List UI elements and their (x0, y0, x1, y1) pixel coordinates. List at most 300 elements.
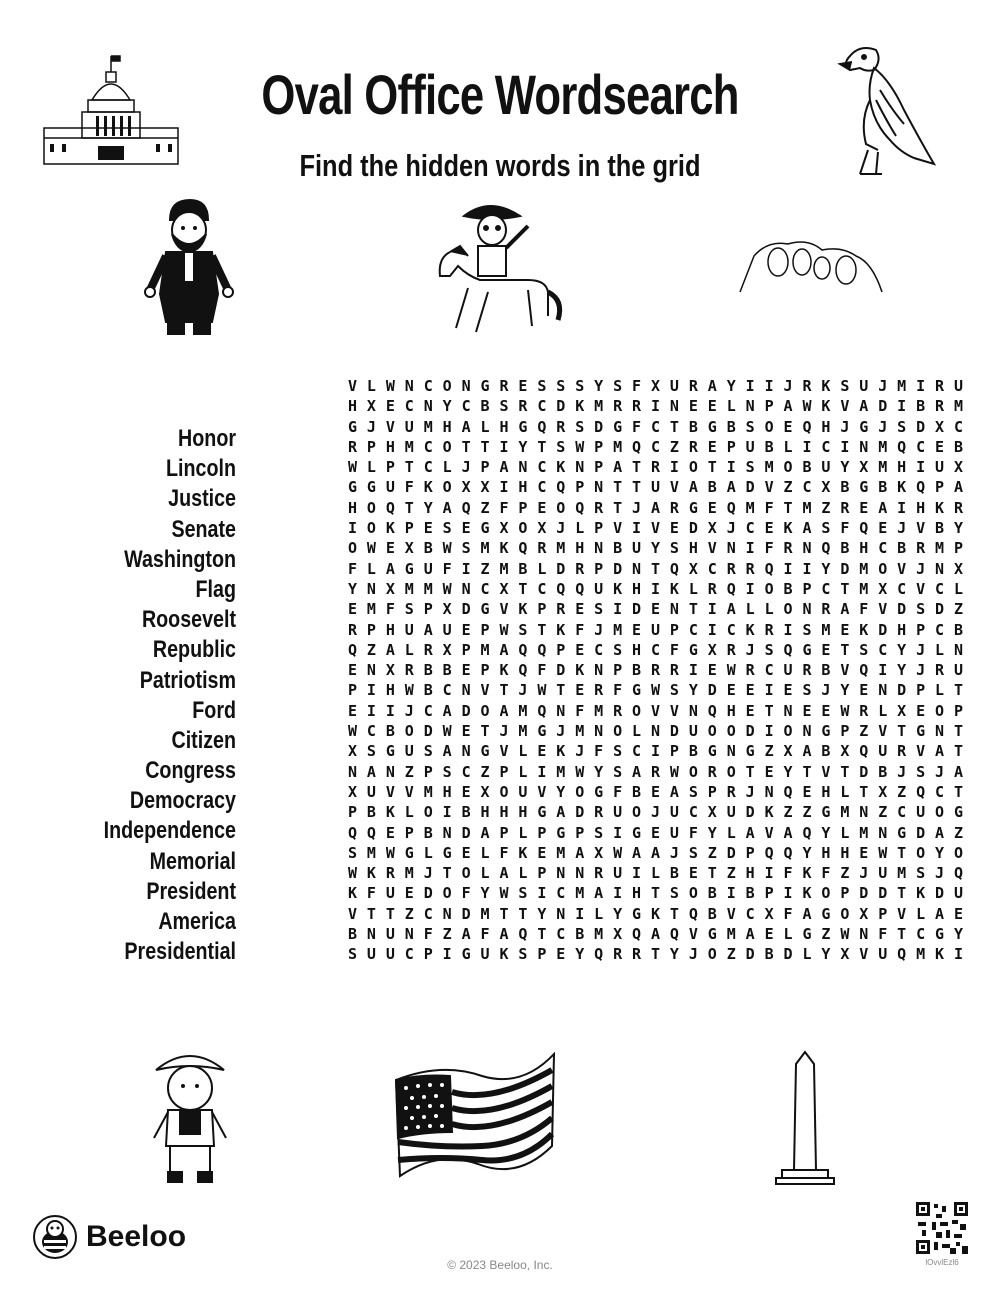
grid-letter: E (916, 701, 926, 720)
word-list-item: Presidential (124, 938, 236, 966)
grid-letter: N (594, 539, 604, 558)
grid-letter: I (764, 864, 774, 883)
grid-letter: T (953, 742, 963, 761)
grid-letter: B (423, 661, 433, 680)
grid-letter: A (385, 640, 395, 659)
grid-letter: E (632, 620, 642, 639)
grid-letter: P (423, 945, 433, 964)
grid-letter: V (499, 742, 509, 761)
grid-letter: N (366, 925, 376, 944)
grid-letter: Q (575, 579, 585, 598)
grid-letter: S (404, 600, 414, 619)
grid-letter: U (935, 458, 945, 477)
grid-letter: Q (726, 579, 736, 598)
grid-letter: T (669, 417, 679, 436)
grid-letter: X (499, 579, 509, 598)
grid-letter: C (821, 437, 831, 456)
grid-letter: J (518, 681, 528, 700)
grid-letter: P (366, 620, 376, 639)
grid-letter: Q (556, 478, 566, 497)
grid-letter: F (613, 782, 623, 801)
grid-letter: P (556, 640, 566, 659)
grid-letter: R (499, 377, 509, 395)
grid-letter: D (745, 803, 755, 822)
grid-letter: N (859, 925, 869, 944)
grid-letter: R (347, 620, 357, 639)
grid-letter: W (347, 458, 357, 477)
grid-letter: N (442, 904, 452, 923)
grid-letter: J (594, 620, 604, 639)
grid-letter: E (802, 701, 812, 720)
grid-letter: I (613, 600, 623, 619)
grid-row (343, 660, 968, 680)
grid-row (343, 904, 968, 924)
grid-letter: Y (575, 945, 585, 964)
grid-letter: P (594, 458, 604, 477)
grid-letter: A (461, 417, 471, 436)
grid-letter: J (745, 640, 755, 659)
grid-row (343, 863, 968, 883)
grid-letter: U (594, 579, 604, 598)
grid-letter: D (878, 397, 888, 416)
grid-letter: P (537, 864, 547, 883)
grid-letter: L (650, 864, 660, 883)
word-list-item: Memorial (149, 847, 236, 875)
grid-letter: L (518, 823, 528, 842)
grid-letter: O (480, 701, 490, 720)
grid-letter: O (764, 579, 774, 598)
grid-letter: C (745, 904, 755, 923)
grid-letter: O (613, 722, 623, 741)
grid-letter: F (613, 681, 623, 700)
grid-letter: N (423, 397, 433, 416)
grid-letter: I (745, 539, 755, 558)
grid-letter: L (783, 925, 793, 944)
grid-letter: A (707, 377, 717, 395)
grid-letter: M (897, 377, 907, 395)
grid-letter: I (953, 945, 963, 964)
grid-letter: P (537, 945, 547, 964)
grid-letter: E (821, 701, 831, 720)
grid-letter: V (347, 904, 357, 923)
grid-letter: D (423, 722, 433, 741)
grid-letter: J (821, 681, 831, 700)
grid-row (343, 417, 968, 437)
grid-letter: E (764, 762, 774, 781)
grid-letter: T (404, 458, 414, 477)
grid-letter: S (423, 742, 433, 761)
grid-letter: O (935, 803, 945, 822)
grid-letter: I (783, 884, 793, 903)
grid-letter: H (821, 417, 831, 436)
grid-letter: A (726, 600, 736, 619)
grid-letter: B (897, 539, 907, 558)
grid-letter: O (632, 701, 642, 720)
grid-letter: D (707, 681, 717, 700)
grid-letter: B (745, 884, 755, 903)
grid-letter: P (764, 397, 774, 416)
grid-letter: M (480, 904, 490, 923)
grid-letter: A (802, 519, 812, 538)
grid-letter: D (688, 519, 698, 538)
grid-letter: J (366, 417, 376, 436)
mount-rushmore-icon (738, 236, 884, 294)
grid-letter: I (916, 377, 926, 395)
grid-letter: B (385, 722, 395, 741)
grid-letter: N (556, 864, 566, 883)
grid-letter: B (821, 742, 831, 761)
grid-letter: E (575, 600, 585, 619)
grid-letter: K (859, 620, 869, 639)
grid-letter: A (423, 620, 433, 639)
grid-letter: I (726, 458, 736, 477)
grid-letter: K (613, 579, 623, 598)
grid-letter: P (385, 458, 395, 477)
grid-letter: T (764, 701, 774, 720)
grid-letter: U (878, 945, 888, 964)
grid-letter: A (859, 397, 869, 416)
grid-letter: S (669, 539, 679, 558)
grid-letter: M (556, 762, 566, 781)
grid-letter: L (404, 803, 414, 822)
grid-letter: X (347, 742, 357, 761)
grid-letter: D (783, 945, 793, 964)
grid-letter: L (423, 843, 433, 862)
grid-letter: H (726, 701, 736, 720)
grid-letter: B (632, 661, 642, 680)
grid-letter: J (916, 559, 926, 578)
qr-code-icon (916, 1202, 968, 1254)
grid-letter: T (897, 843, 907, 862)
grid-letter: H (518, 478, 528, 497)
grid-letter: N (594, 722, 604, 741)
grid-letter: E (650, 600, 660, 619)
grid-letter: O (499, 782, 509, 801)
grid-letter: A (632, 843, 642, 862)
grid-letter: F (594, 742, 604, 761)
grid-letter: I (499, 478, 509, 497)
grid-row (343, 518, 968, 538)
grid-letter: O (347, 539, 357, 558)
grid-letter: N (575, 458, 585, 477)
grid-letter: M (480, 539, 490, 558)
grid-letter: P (840, 884, 850, 903)
grid-letter: O (821, 884, 831, 903)
grid-letter: I (650, 579, 660, 598)
grid-letter: S (537, 377, 547, 395)
grid-letter: W (347, 864, 357, 883)
grid-letter: E (518, 377, 528, 395)
grid-letter: X (953, 458, 963, 477)
grid-letter: H (385, 681, 395, 700)
grid-letter: G (897, 823, 907, 842)
grid-letter: B (878, 478, 888, 497)
grid-letter: Z (669, 437, 679, 456)
grid-letter: E (404, 884, 414, 903)
grid-letter: U (669, 377, 679, 395)
grid-letter: S (613, 762, 623, 781)
grid-letter: N (594, 661, 604, 680)
grid-letter: N (347, 762, 357, 781)
grid-letter: D (632, 600, 642, 619)
grid-letter: V (385, 782, 395, 801)
grid-letter: T (897, 884, 907, 903)
grid-letter: Y (594, 377, 604, 395)
grid-letter: T (650, 559, 660, 578)
grid-letter: C (745, 519, 755, 538)
grid-letter: L (802, 945, 812, 964)
grid-letter: O (442, 377, 452, 395)
grid-letter: O (461, 864, 471, 883)
grid-letter: A (442, 742, 452, 761)
grid-letter: Z (442, 925, 452, 944)
grid-row (343, 802, 968, 822)
grid-letter: T (613, 498, 623, 517)
grid-letter: Y (556, 782, 566, 801)
grid-letter: Y (423, 498, 433, 517)
grid-letter: I (632, 519, 642, 538)
grid-letter: S (688, 782, 698, 801)
grid-letter: M (613, 620, 623, 639)
grid-letter: F (537, 661, 547, 680)
grid-letter: C (423, 437, 433, 456)
grid-letter: E (840, 620, 850, 639)
grid-letter: V (385, 417, 395, 436)
grid-letter: W (878, 843, 888, 862)
grid-letter: B (347, 925, 357, 944)
grid-letter: T (707, 458, 717, 477)
grid-letter: U (745, 437, 755, 456)
grid-letter: X (385, 661, 395, 680)
grid-letter: U (650, 478, 660, 497)
grid-letter: D (745, 478, 755, 497)
grid-letter: E (953, 904, 963, 923)
grid-letter: L (518, 864, 528, 883)
grid-letter: F (764, 498, 774, 517)
word-list-item: Congress (145, 757, 236, 785)
grid-letter: K (916, 884, 926, 903)
grid-letter: H (480, 803, 490, 822)
grid-letter: D (878, 884, 888, 903)
worksheet-code: lOvvlEzl6 (925, 1258, 959, 1267)
grid-letter: A (385, 559, 395, 578)
grid-letter: S (461, 539, 471, 558)
grid-letter: N (385, 762, 395, 781)
grid-letter: B (707, 478, 717, 497)
grid-letter: H (385, 437, 395, 456)
grid-letter: M (859, 823, 869, 842)
grid-letter: Z (821, 925, 831, 944)
grid-letter: E (802, 782, 812, 801)
grid-letter: X (953, 559, 963, 578)
grid-letter: X (366, 397, 376, 416)
grid-letter: S (897, 417, 907, 436)
grid-letter: E (650, 782, 660, 801)
grid-letter: K (783, 519, 793, 538)
grid-letter: P (916, 681, 926, 700)
grid-letter: P (480, 458, 490, 477)
grid-letter: B (726, 417, 736, 436)
grid-letter: E (537, 843, 547, 862)
grid-letter: F (821, 864, 831, 883)
grid-letter: T (385, 904, 395, 923)
grid-letter: S (518, 620, 528, 639)
grid-letter: V (650, 519, 660, 538)
grid-letter: A (726, 478, 736, 497)
grid-letter: S (366, 742, 376, 761)
grid-letter: P (707, 782, 717, 801)
grid-letter: M (859, 559, 869, 578)
word-list-item: Flag (195, 575, 236, 603)
grid-letter: H (897, 458, 907, 477)
grid-letter: N (461, 681, 471, 700)
grid-letter: D (897, 600, 907, 619)
grid-letter: C (916, 437, 926, 456)
grid-letter: Q (632, 437, 642, 456)
grid-letter: A (953, 478, 963, 497)
grid-letter: C (461, 762, 471, 781)
grid-letter: N (442, 823, 452, 842)
grid-letter: X (821, 478, 831, 497)
grid-letter: R (669, 498, 679, 517)
grid-letter: J (461, 458, 471, 477)
grid-letter: R (556, 417, 566, 436)
grid-letter: N (859, 803, 869, 822)
grid-letter: T (537, 620, 547, 639)
grid-letter: U (878, 742, 888, 761)
grid-letter: E (821, 640, 831, 659)
grid-letter: U (480, 945, 490, 964)
grid-letter: A (442, 701, 452, 720)
grid-letter: D (669, 722, 679, 741)
grid-letter: R (745, 661, 755, 680)
grid-letter: R (953, 498, 963, 517)
grid-letter: P (404, 823, 414, 842)
grid-letter: T (897, 925, 907, 944)
grid-letter: B (783, 579, 793, 598)
word-list-item: Lincoln (166, 455, 236, 483)
grid-letter: T (840, 762, 850, 781)
grid-letter: C (802, 478, 812, 497)
grid-letter: Y (518, 437, 528, 456)
grid-letter: H (632, 579, 642, 598)
grid-letter: G (802, 925, 812, 944)
grid-letter: F (859, 600, 869, 619)
grid-letter: R (726, 640, 736, 659)
grid-letter: N (802, 722, 812, 741)
grid-letter: I (707, 600, 717, 619)
grid-letter: R (613, 945, 623, 964)
grid-letter: U (953, 661, 963, 680)
grid-letter: P (537, 823, 547, 842)
grid-letter: V (347, 377, 357, 395)
grid-letter: L (480, 843, 490, 862)
grid-letter: K (385, 519, 395, 538)
grid-letter: R (594, 681, 604, 700)
grid-letter: L (688, 579, 698, 598)
grid-letter: O (688, 884, 698, 903)
word-list-item: Senate (171, 515, 236, 543)
grid-letter: Q (916, 782, 926, 801)
grid-letter: V (669, 478, 679, 497)
grid-letter: C (935, 782, 945, 801)
word-list-item: Roosevelt (141, 606, 236, 634)
grid-letter: I (688, 661, 698, 680)
grid-letter: N (859, 437, 869, 456)
grid-letter: T (783, 498, 793, 517)
grid-letter: I (764, 722, 774, 741)
grid-letter: G (688, 640, 698, 659)
grid-letter: X (707, 640, 717, 659)
grid-letter: R (726, 559, 736, 578)
grid-letter: X (404, 539, 414, 558)
grid-letter: K (802, 864, 812, 883)
grid-letter: T (650, 884, 660, 903)
grid-letter: V (688, 925, 698, 944)
grid-letter: M (613, 437, 623, 456)
grid-letter: K (669, 579, 679, 598)
grid-letter: W (442, 539, 452, 558)
grid-letter: I (802, 437, 812, 456)
grid-letter: H (821, 843, 831, 862)
grid-letter: W (726, 661, 736, 680)
grid-letter: W (669, 762, 679, 781)
grid-letter: X (480, 478, 490, 497)
grid-letter: Q (575, 498, 585, 517)
grid-letter: G (935, 925, 945, 944)
grid-letter: X (347, 782, 357, 801)
grid-letter: C (688, 620, 698, 639)
grid-letter: T (404, 498, 414, 517)
grid-letter: J (935, 762, 945, 781)
grid-letter: X (461, 478, 471, 497)
grid-letter: B (916, 397, 926, 416)
grid-letter: P (840, 722, 850, 741)
eagle-icon (830, 40, 940, 180)
grid-letter: R (821, 600, 831, 619)
grid-letter: V (859, 945, 869, 964)
grid-letter: T (632, 478, 642, 497)
grid-letter: S (669, 681, 679, 700)
grid-letter: W (404, 681, 414, 700)
grid-letter: H (499, 417, 509, 436)
grid-letter: E (461, 620, 471, 639)
grid-letter: E (688, 397, 698, 416)
grid-row (343, 843, 968, 863)
grid-letter: E (707, 397, 717, 416)
grid-letter: K (556, 620, 566, 639)
grid-letter: N (953, 640, 963, 659)
grid-letter: K (821, 377, 831, 395)
grid-letter: S (821, 519, 831, 538)
grid-letter: U (423, 559, 433, 578)
grid-letter: S (347, 843, 357, 862)
grid-letter: G (347, 478, 357, 497)
grid-letter: J (897, 762, 907, 781)
grid-letter: Z (802, 803, 812, 822)
grid-letter: T (480, 437, 490, 456)
grid-letter: V (878, 722, 888, 741)
grid-letter: V (897, 904, 907, 923)
grid-letter: L (480, 417, 490, 436)
grid-letter: P (499, 762, 509, 781)
grid-letter: P (537, 600, 547, 619)
grid-letter: H (442, 782, 452, 801)
grid-letter: A (745, 823, 755, 842)
grid-letter: Q (366, 823, 376, 842)
grid-letter: A (935, 823, 945, 842)
grid-letter: Y (821, 945, 831, 964)
